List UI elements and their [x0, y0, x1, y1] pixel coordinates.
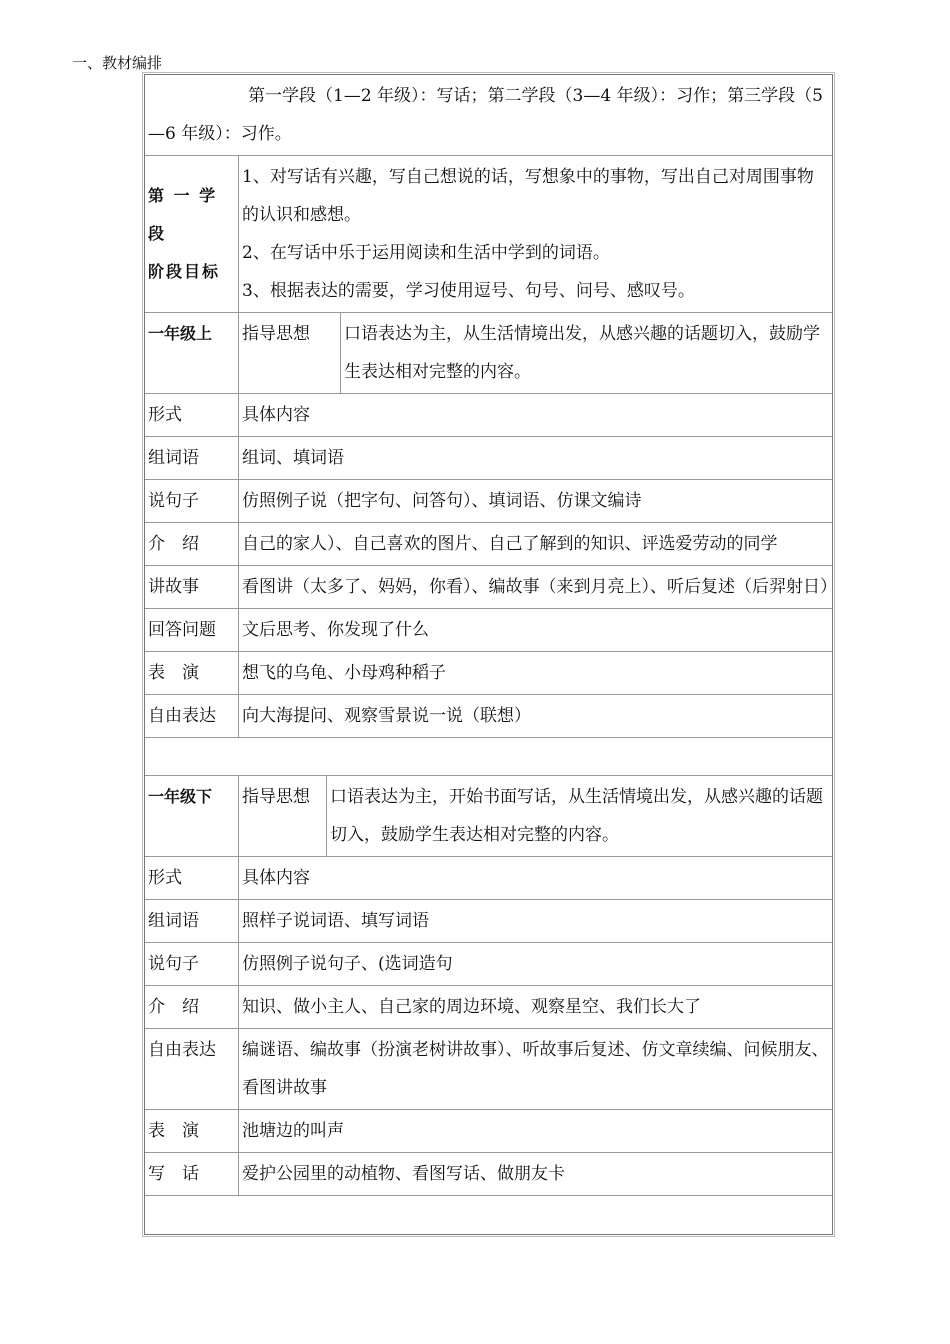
table-row [145, 943, 832, 986]
table-row [145, 695, 832, 738]
row-value: 池塘边的叫声 [242, 1121, 344, 1141]
table-row [145, 437, 832, 480]
row-value: 爱护公园里的动植物、看图写话、做朋友卡 [242, 1164, 565, 1184]
goals-label [145, 156, 239, 312]
goals-label-line1: 第 一 学 段 [148, 186, 218, 243]
goals-list [239, 156, 832, 312]
section-heading: 一、教材编排 [72, 54, 163, 72]
row-key: 表 演 [145, 652, 239, 694]
row-key: 自由表达 [145, 1029, 239, 1109]
table-row [145, 986, 832, 1029]
grade1-down-guide [239, 776, 832, 856]
curriculum-table [144, 74, 837, 1235]
goals-row [145, 156, 832, 313]
spacer-row [145, 738, 832, 776]
row-key: 说句子 [145, 943, 239, 985]
row-value: 文后思考、你发现了什么 [242, 620, 429, 640]
row-key: 组词语 [145, 437, 239, 479]
guide-text: 口语表达为主，从生活情境出发，从感兴趣的话题切入，鼓励学生表达相对完整的内容。 [344, 324, 820, 382]
row-key: 回答问题 [145, 609, 239, 651]
goal-item: 1、对写话有兴趣，写自己想说的话，写想象中的事物，写出自己对周围事物的认识和感想。 [242, 167, 814, 225]
goal-item: 3、根据表达的需要，学习使用逗号、句号、问号、感叹号。 [242, 281, 695, 301]
grade1-up-label: 一年级上 [145, 313, 239, 393]
table-row [145, 1110, 832, 1153]
row-value: 向大海提问、观察雪景说一说（联想） [242, 706, 531, 726]
row-value: 组词、填词语 [242, 448, 344, 468]
intro-row [145, 75, 832, 156]
table-row [145, 1029, 832, 1110]
table-row [145, 609, 832, 652]
table-row [145, 566, 837, 609]
row-key: 形式 [145, 394, 239, 436]
grade1-up-guide [239, 313, 832, 393]
row-value: 照样子说词语、填写词语 [242, 911, 429, 931]
table-row [145, 480, 832, 523]
table-row [145, 857, 832, 900]
row-value: 编谜语、编故事（扮演老树讲故事）、听故事后复述、仿文章续编、问候朋友、看图讲故事 [242, 1040, 829, 1098]
table-row [145, 523, 832, 566]
grade1-down-label: 一年级下 [145, 776, 239, 856]
row-key: 说句子 [145, 480, 239, 522]
table-row [145, 900, 832, 943]
row-value: 仿照例子说句子、(选词造句 [242, 954, 453, 974]
row-value: 知识、做小主人、自己家的周边环境、观察星空、我们长大了 [242, 997, 701, 1017]
row-key: 介 绍 [145, 523, 239, 565]
row-key: 表 演 [145, 1110, 239, 1152]
spacer-row [145, 1196, 832, 1234]
row-value: 具体内容 [242, 868, 310, 888]
grade1-up-guide-row [145, 313, 832, 394]
goals-label-line2: 阶段目标 [148, 262, 221, 281]
row-key: 形式 [145, 857, 239, 899]
guide-text: 口语表达为主，开始书面写话，从生活情境出发，从感兴趣的话题切入，鼓励学生表达相对完整的内容。 [330, 787, 823, 845]
guide-label: 指导思想 [239, 776, 327, 856]
intro-text: 第一学段（1—2 年级）：写话；第二学段（3—4 年级）：习作；第三学段（5—6 年级）：习作。 [148, 86, 823, 144]
row-value: 看图讲（太多了、妈妈，你看）、编故事（来到月亮上）、听后复述（后羿射日） [242, 577, 837, 597]
table-row [145, 652, 832, 695]
grade1-down-guide-row [145, 776, 832, 857]
table-row [145, 1153, 832, 1196]
row-key: 写 话 [145, 1153, 239, 1195]
guide-label: 指导思想 [239, 313, 341, 393]
row-value: 自己的家人）、自己喜欢的图片、自己了解到的知识、评选爱劳动的同学 [242, 534, 778, 554]
goal-item: 2、在写话中乐于运用阅读和生活中学到的词语。 [242, 243, 610, 263]
row-key: 介 绍 [145, 986, 239, 1028]
row-value: 仿照例子说（把字句、问答句）、填词语、仿课文编诗 [242, 491, 642, 511]
row-value: 想飞的乌龟、小母鸡种稻子 [242, 663, 446, 683]
row-key: 讲故事 [145, 566, 239, 608]
row-value: 具体内容 [242, 405, 310, 425]
table-row [145, 394, 832, 437]
row-key: 组词语 [145, 900, 239, 942]
row-key: 自由表达 [145, 695, 239, 737]
